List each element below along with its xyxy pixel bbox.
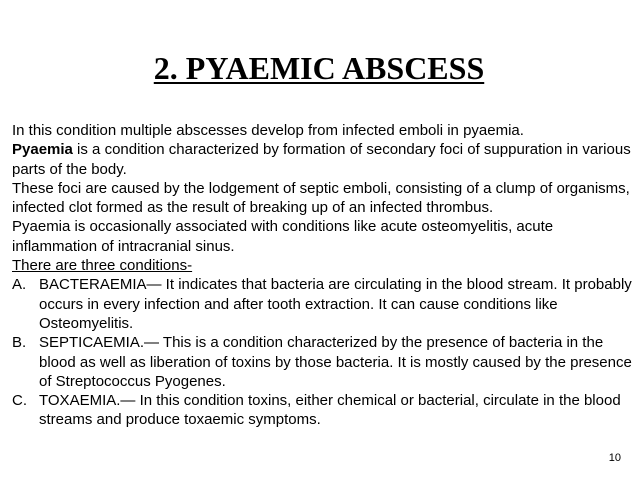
condition-text: TOXAEMIA.— In this condition toxins, either chemical or bacterial, circulate in the blood streams and produce toxaemic symptoms. [39,392,621,429]
condition-item-b [12,333,632,391]
condition-item-c [12,391,632,430]
foci-paragraph: These foci are caused by the lodgement of septic emboli, consisting of a clump of organisms, infected clot formed as the result of breaking up of an infected thrombus. [12,179,630,217]
page-number: 10 [608,452,621,464]
condition-marker: C. [12,392,27,410]
condition-marker: A. [12,276,27,294]
pyaemia-paragraph [12,140,632,179]
condition-text: SEPTICAEMIA.— This is a condition characterized by the presence of bacteria in the blood as well as liberation of toxins by those bacteria. It is mostly caused by the presence of Streptococcus Pyogenes. [39,334,632,390]
pyaemia-definition: is a condition characterized by formation of secondary foci of suppuration in various parts of the body. [12,141,631,178]
intro-paragraph: In this condition multiple abscesses develop from infected emboli in pyaemia. [12,122,524,139]
slide-body [12,121,632,430]
association-paragraph: Pyaemia is occasionally associated with conditions like acute osteomyelitis, acute inflammation of intracranial sinus. [12,218,554,255]
conditions-heading: There are three conditions- [12,257,193,275]
slide-title: 2. PYAEMIC ABSCESS [153,50,485,86]
pyaemia-term: Pyaemia [12,141,73,159]
condition-item-a [12,275,632,333]
condition-text: BACTERAEMIA— It indicates that bacteria are circulating in the blood stream. It probably occurs in every infection and after tooth extraction. It can cause conditions like Osteomyelitis. [39,276,632,332]
condition-marker: B. [12,334,27,352]
